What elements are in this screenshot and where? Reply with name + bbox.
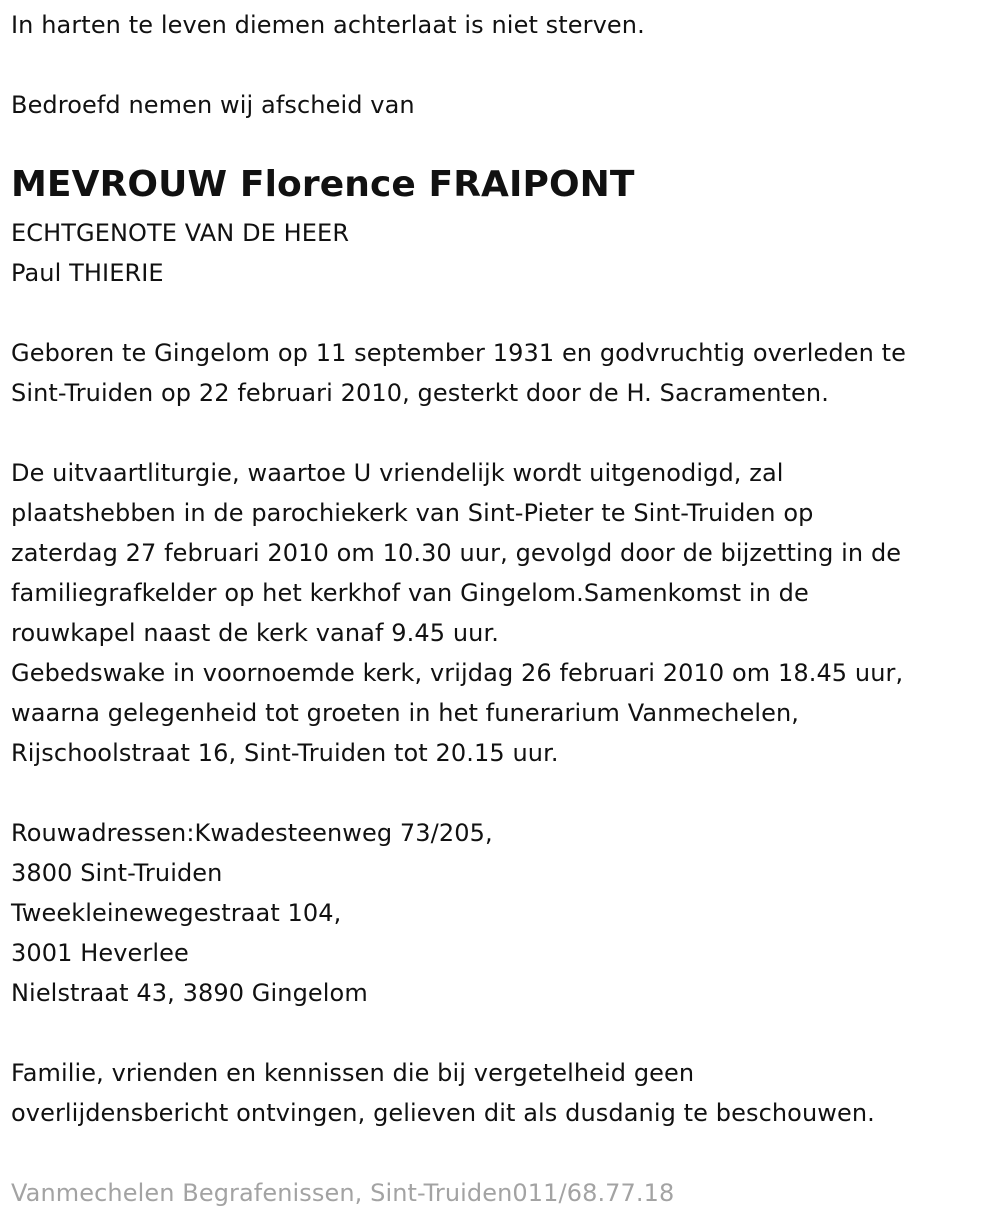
- spouse-title: ECHTGENOTE VAN DE HEER: [11, 219, 350, 247]
- closing-line: overlijdensbericht ontvingen, gelieven dit als dusdanig te beschouwen.: [11, 1099, 875, 1127]
- spouse-name: Paul THIERIE: [11, 259, 164, 287]
- address-line: Tweekleinewegestraat 104,: [11, 899, 342, 927]
- address-line: 3800 Sint-Truiden: [11, 859, 223, 887]
- funeral-line: zaterdag 27 februari 2010 om 10.30 uur, gevolgd door de bijzetting in de: [11, 539, 902, 567]
- intro-line: Bedroefd nemen wij afscheid van: [11, 91, 415, 119]
- funeral-line: De uitvaartliturgie, waartoe U vriendelijk wordt uitgenodigd, zal: [11, 459, 784, 487]
- funeral-home-footer: Vanmechelen Begrafenissen, Sint-Truiden011/68.77.18: [11, 1179, 675, 1207]
- birth-death-line: Sint-Truiden op 22 februari 2010, gesterkt door de H. Sacramenten.: [11, 379, 829, 407]
- funeral-line: rouwkapel naast de kerk vanaf 9.45 uur.: [11, 619, 499, 647]
- funeral-line: plaatshebben in de parochiekerk van Sint-Pieter te Sint-Truiden op: [11, 499, 814, 527]
- address-line: Nielstraat 43, 3890 Gingelom: [11, 979, 368, 1007]
- wake-line: Gebedswake in voornoemde kerk, vrijdag 26 februari 2010 om 18.45 uur,: [11, 659, 904, 687]
- address-line: 3001 Heverlee: [11, 939, 189, 967]
- wake-line: waarna gelegenheid tot groeten in het funerarium Vanmechelen,: [11, 699, 800, 727]
- wake-line: Rijschoolstraat 16, Sint-Truiden tot 20.15 uur.: [11, 739, 559, 767]
- deceased-name: MEVROUW Florence FRAIPONT: [11, 164, 635, 205]
- birth-death-line: Geboren te Gingelom op 11 september 1931 en godvruchtig overleden te: [11, 339, 906, 367]
- funeral-line: familiegrafkelder op het kerkhof van Gingelom.Samenkomst in de: [11, 579, 809, 607]
- quote-line: In harten te leven diemen achterlaat is niet sterven.: [11, 11, 645, 39]
- address-line: Rouwadressen:Kwadesteenweg 73/205,: [11, 819, 493, 847]
- closing-line: Familie, vrienden en kennissen die bij vergetelheid geen: [11, 1059, 695, 1087]
